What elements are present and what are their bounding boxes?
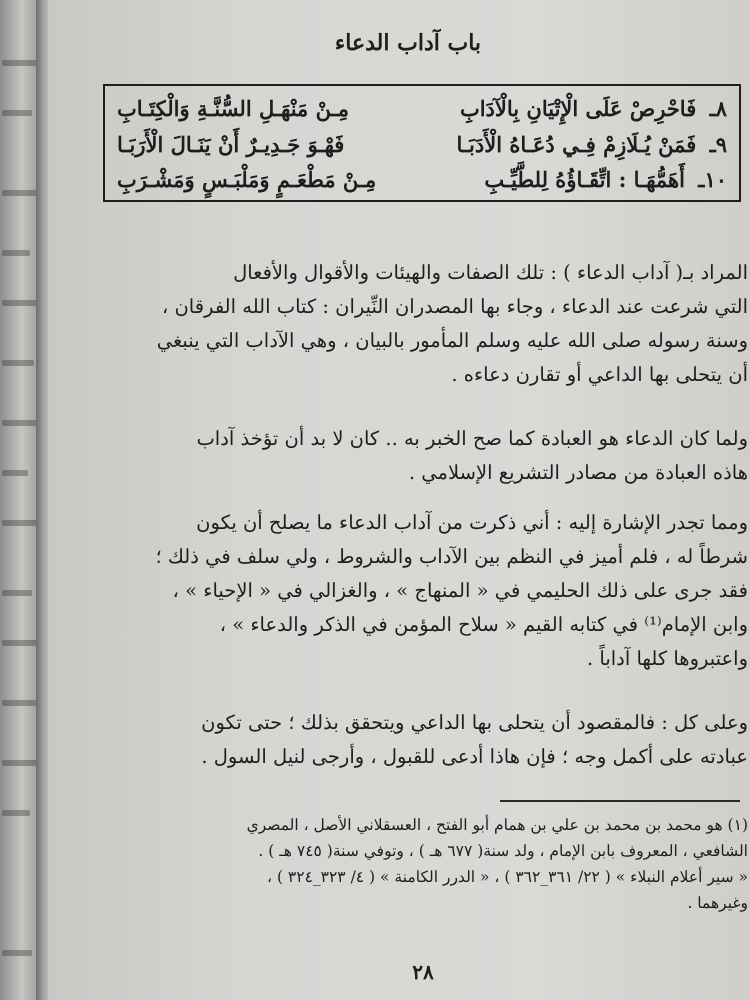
facing-page-edge — [0, 0, 40, 1000]
verse-hemistich-second: مِـنْ مَنْهَـلِ السُّنَّـةِ وَالْكِتَـابِ — [117, 95, 349, 121]
footnote-divider — [500, 800, 740, 802]
book-page — [48, 0, 750, 1000]
verse-hemistich-first: أَهَمُّهَـا : اتِّقَـاؤُهُ لِلطَّيِّـبِ — [484, 166, 685, 192]
text-line: المراد بـ( آداب الدعاء ) : تلك الصفات والهيئات والأقوال والأفعال — [233, 261, 748, 284]
paragraph-worship — [108, 422, 748, 490]
text-line: وعلى كل : فالمقصود أن يتحلى بها الداعي ويتحقق بذلك ؛ حتى تكون — [201, 711, 748, 734]
footnote-line: الشافعي ، المعروف بابن الإمام ، ولد سنة( ٦٧٧ هـ ) ، وتوفي سنة( ٧٤٥ هـ ) . — [258, 842, 748, 860]
text-line: عبادته على أكمل وجه ؛ فإن هاذا أدعى للقبول ، وأرجى لنيل السول . — [201, 745, 748, 768]
text-line: شرطاً له ، فلم أميز في النظم بين الآداب والشروط ، ولي سلف في ذلك ؛ — [155, 545, 748, 568]
footnote-line: (١) هو محمد بن محمد بن علي بن همام أبو الفتح ، العسقلاني الأصل ، المصري — [246, 816, 748, 834]
page-number: ٢٨ — [412, 960, 434, 984]
text-line: فقد جرى على ذلك الحليمي في « المنهاج » ، والغزالي في « الإحياء » ، — [172, 579, 748, 602]
text-line: وابن الإمام⁽¹⁾ في كتابه القيم « سلاح المؤمن في الذكر والدعاء » ، — [219, 613, 748, 636]
footnote — [108, 812, 748, 916]
paragraph-note — [108, 506, 748, 676]
paragraph-definition — [108, 256, 748, 392]
verse-line — [117, 92, 727, 124]
verse-line — [117, 128, 727, 160]
text-line: ومما تجدر الإشارة إليه : أني ذكرت من آداب الدعاء ما يصلح أن يكون — [196, 511, 748, 534]
chapter-title: باب آداب الدعاء — [334, 30, 482, 56]
paragraph-conclusion — [108, 706, 748, 774]
verse-hemistich-first: فَاحْرِصْ عَلَى الْإِتْيَانِ بِالْآدَابِ — [459, 95, 697, 121]
footnote-line: « سير أعلام النبلاء » ( ٢٢/ ٣٦١_٣٦٢ ) ، « الدرر الكامنة » ( ٤/ ٣٢٣_٣٢٤ ) ، — [267, 868, 748, 886]
text-line: واعتبروها كلها آداباً . — [587, 647, 748, 670]
verse-line — [117, 163, 727, 195]
text-line: ولما كان الدعاء هو العبادة كما صح الخبر به .. كان لا بد أن تؤخذ آداب — [196, 427, 748, 450]
text-line: التي شرعت عند الدعاء ، وجاء بها المصدران النِّيران : كتاب الله الفرقان ، — [161, 295, 748, 318]
verse-hemistich-second: مِـنْ مَطْعَـمٍ وَمَلْبَـسٍ وَمَشْـرَبِ — [117, 166, 377, 192]
text-line: وسنة رسوله صلى الله عليه وسلم المأمور بالبيان ، وهي الآداب التي ينبغي — [156, 329, 748, 352]
verse-number: ٩ـ — [709, 131, 727, 157]
verse-number: ١٠ـ — [698, 166, 727, 192]
verse-number: ٨ـ — [709, 95, 727, 121]
verse-hemistich-first: فَمَنْ يُـلَازِمْ فِـي دُعَـاهُ الْأَدَبَـا — [456, 131, 697, 157]
verse-hemistich-second: فَهْـوَ جَـدِيـرٌ أَنْ يَنَـالَ الْأَرَبَـا — [117, 131, 345, 157]
verse-box — [103, 84, 741, 202]
footnote-line: وغيرهما . — [687, 894, 748, 912]
text-line: أن يتحلى بها الداعي أو تقارن دعاءه . — [451, 363, 748, 386]
text-line: هاذه العبادة من مصادر التشريع الإسلامي . — [408, 461, 748, 484]
